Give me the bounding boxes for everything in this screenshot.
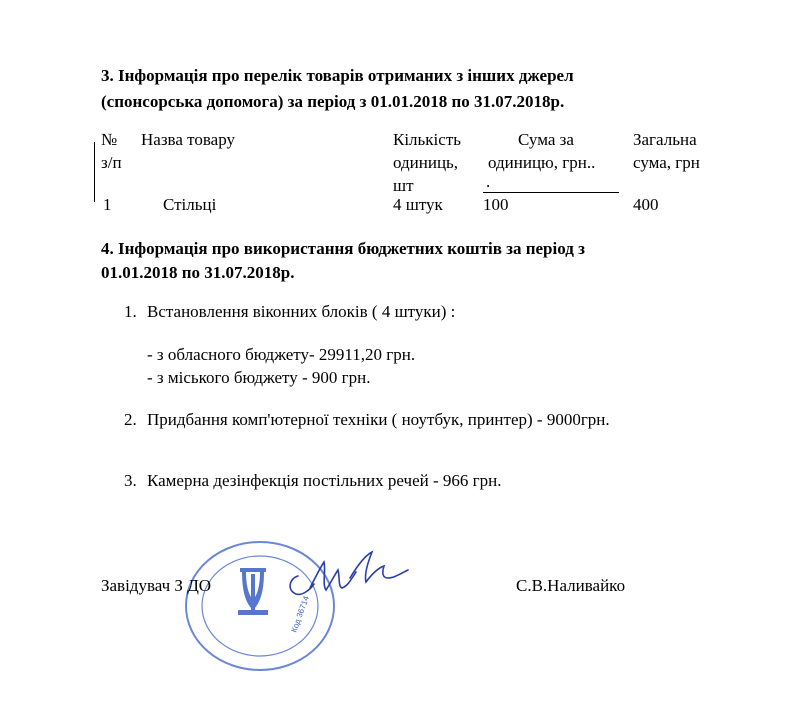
list-item: Придбання комп'ютерної техніки ( ноутбук, принтер) - 9000грн. (147, 410, 610, 429)
header-unit-sum-1: Сума за (518, 130, 574, 149)
list-item-num: 3. (124, 471, 137, 490)
header-unit-sum-2: одиницю, грн.. (488, 153, 596, 172)
header-num-2: з/п (101, 153, 122, 172)
row-num: 1 (103, 195, 112, 214)
stamp-code: Код 36714 (289, 594, 311, 634)
row-unit-sum: 100 (483, 195, 509, 214)
signer-name: С.В.Наливайко (516, 576, 626, 595)
row-total: 400 (633, 195, 659, 214)
trident-icon (238, 568, 268, 615)
header-qty-2: одиниць, (393, 153, 459, 172)
sub-item-city: - з міського бюджету - 900 грн. (147, 368, 371, 387)
list-item: Камерна дезінфекція постільних речей - 966 грн. (147, 471, 502, 490)
header-total-2: сума, грн (633, 153, 700, 172)
section3-heading-line1: 3. Інформація про перелік товарів отриманих з інших джерел (101, 66, 574, 85)
header-qty-1: Кількість (393, 130, 462, 149)
header-num: № (101, 130, 118, 149)
header-total-1: Загальна (633, 130, 697, 149)
row-name: Стільці (163, 195, 217, 214)
list-item-num: 1. (124, 302, 137, 321)
list-item: Встановлення віконних блоків ( 4 штуки) : (147, 302, 456, 321)
header-name: Назва товару (141, 130, 235, 149)
header-qty-3: шт (393, 176, 414, 195)
header-unit-sum-3: . (486, 172, 491, 191)
section3-heading-line2: (спонсорська допомога) за період з 01.01.2018 по 31.07.2018р. (101, 92, 565, 111)
section4-heading-line1: 4. Інформація про використання бюджетних коштів за період з (101, 239, 585, 258)
list-item-num: 2. (124, 410, 137, 429)
position-title: Завідувач З ДО (101, 576, 212, 595)
handwritten-signature (280, 548, 415, 603)
row-qty: 4 штук (393, 195, 443, 214)
table-left-border (94, 142, 95, 202)
sub-item-regional: - з обласного бюджету- 29911,20 грн. (147, 345, 416, 364)
section4-heading-line2: 01.01.2018 по 31.07.2018р. (101, 263, 295, 282)
